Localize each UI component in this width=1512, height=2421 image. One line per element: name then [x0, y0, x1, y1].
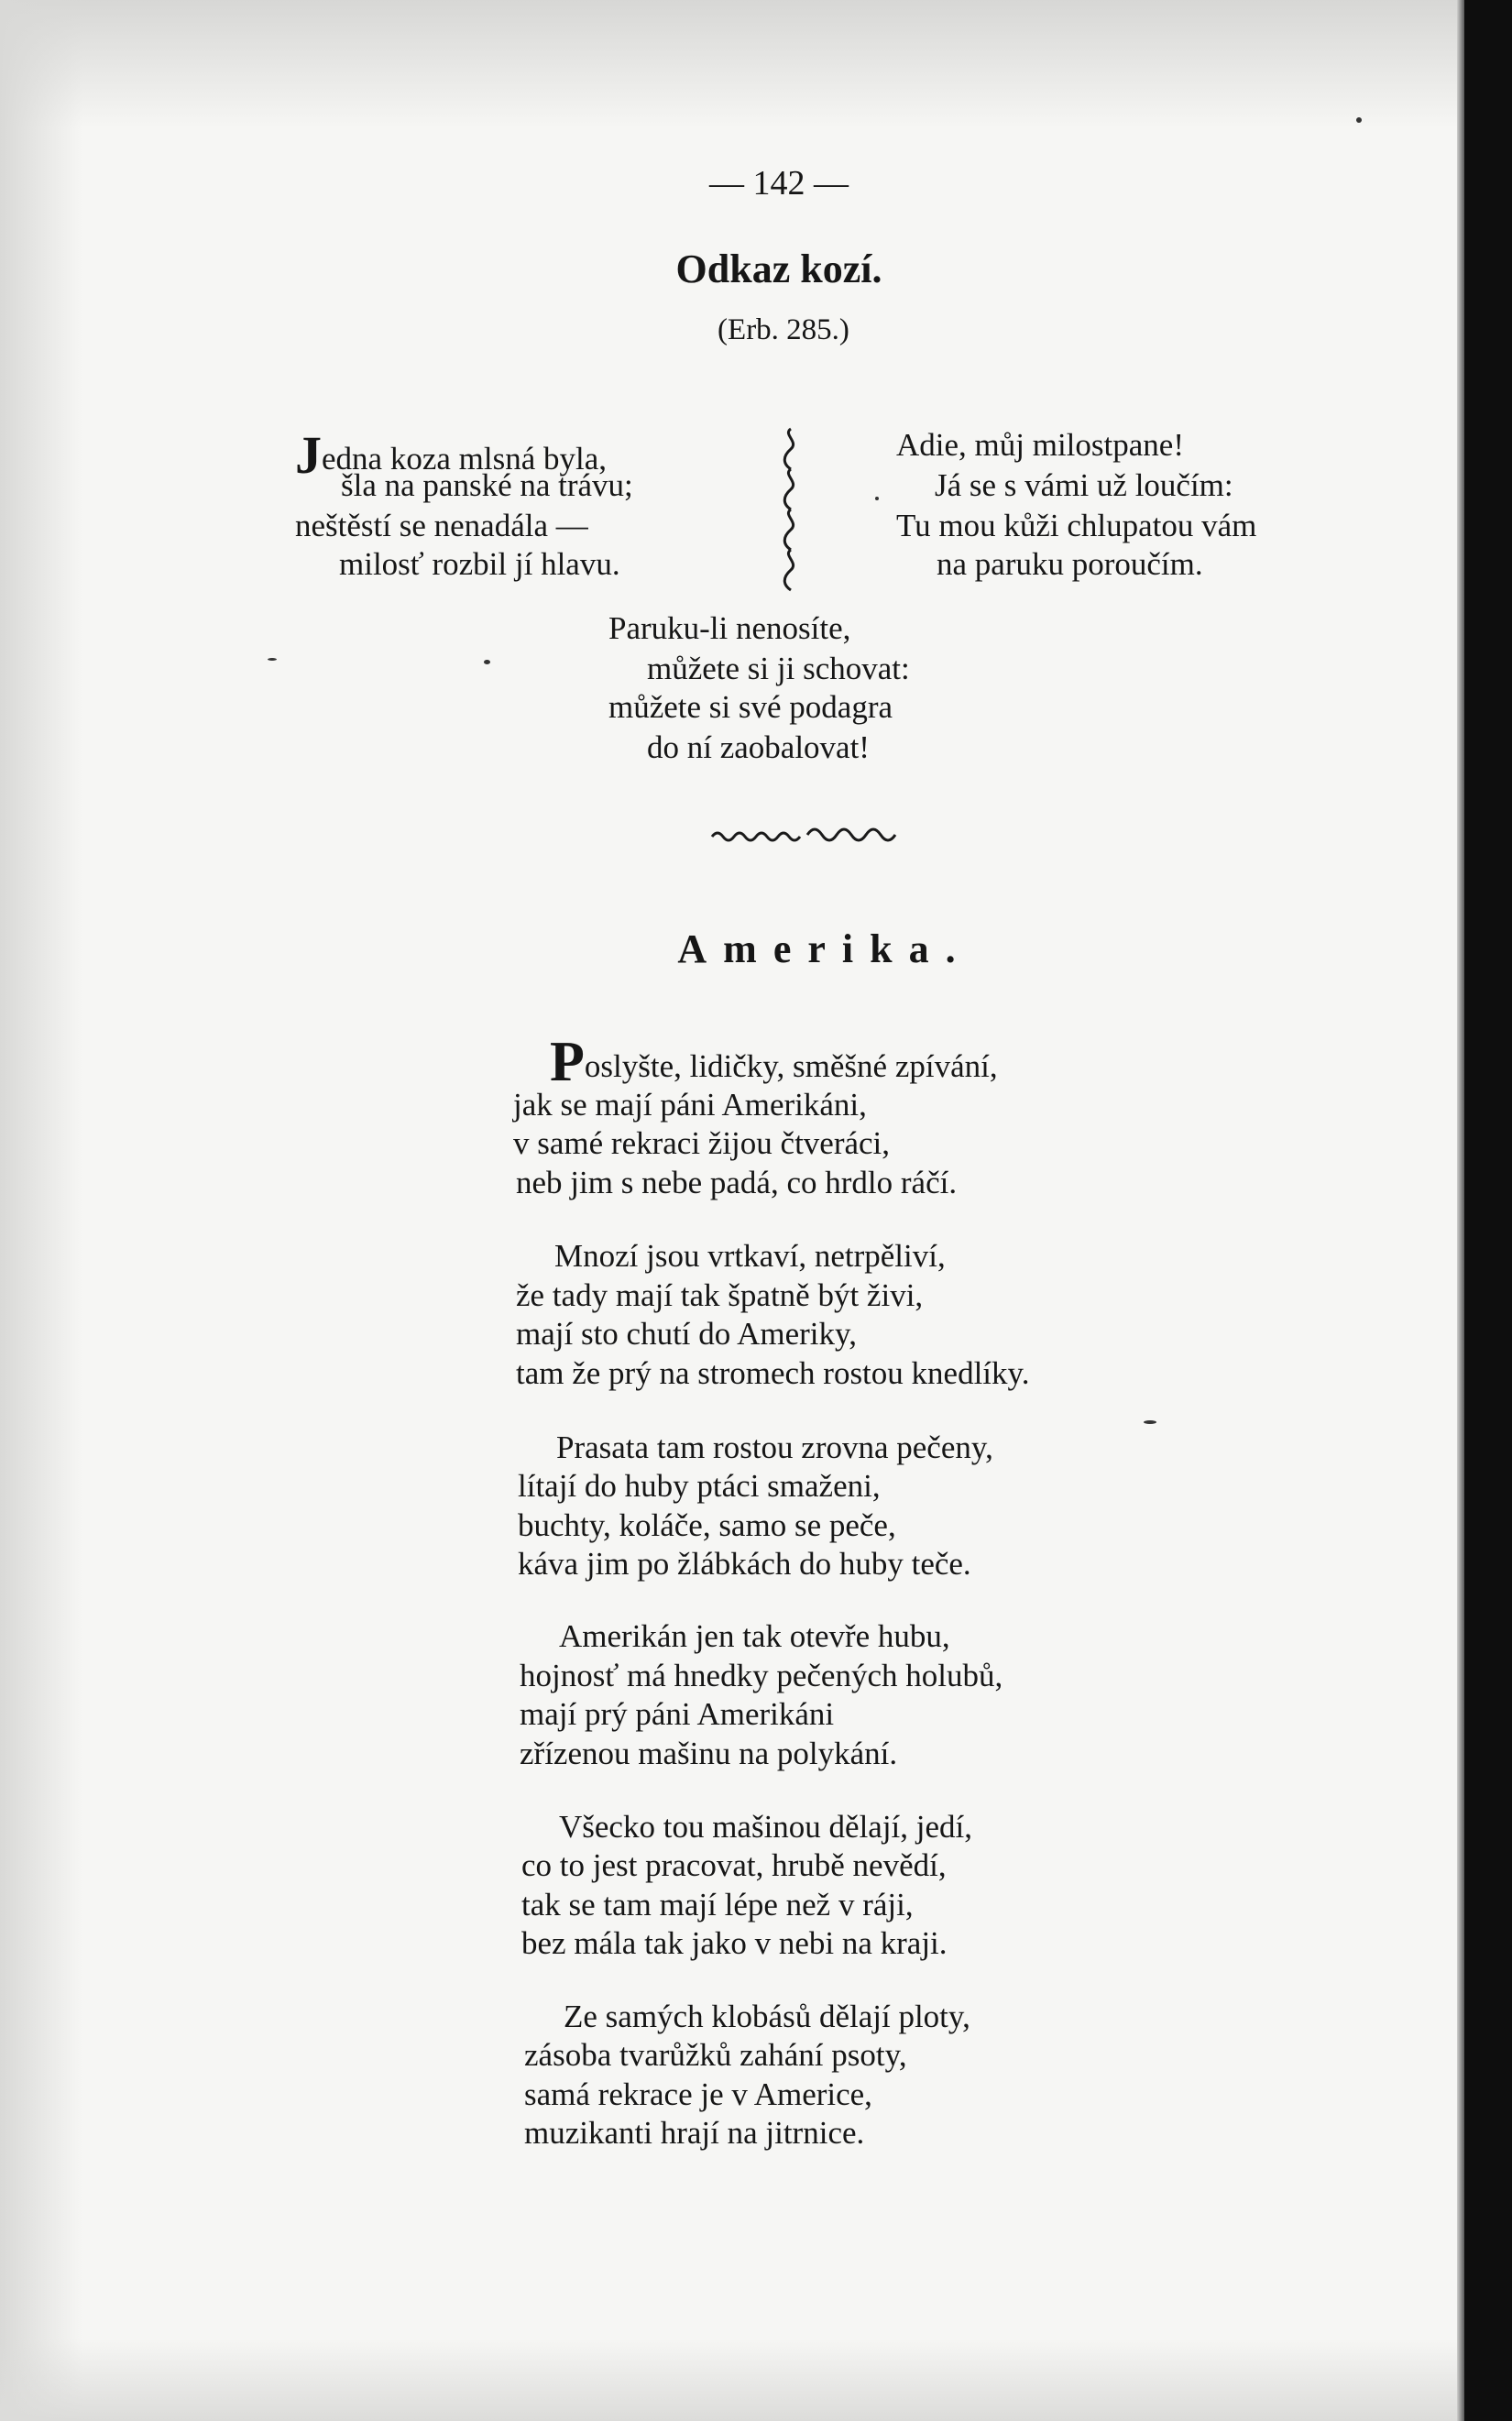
verse-line: Všecko tou mašinou dělají, jedí,	[559, 1809, 973, 1845]
verse-line: že tady mají tak špatně být živi,	[516, 1277, 924, 1313]
paper-speck	[484, 660, 490, 664]
verse-line: neb jim s nebe padá, co hrdlo ráčí.	[516, 1165, 958, 1200]
paper-speck	[1144, 1420, 1156, 1424]
verse-line: buchty, koláče, samo se peče,	[518, 1507, 896, 1543]
verse-line: Prasata tam rostou zrovna pečeny,	[556, 1430, 993, 1465]
drop-cap: J	[295, 425, 322, 485]
verse-line: mají prý páni Amerikáni	[520, 1696, 835, 1732]
verse-line: muzikanti hrají na jitrnice.	[524, 2115, 865, 2151]
poem-title-odkaz: Odkaz kozí.	[675, 246, 882, 291]
verse-line: Ze samých klobásů dělají ploty,	[564, 1999, 970, 2034]
verse-line: káva jim po žlábkách do huby teče.	[518, 1546, 971, 1582]
verse-line: hojnosť má hnedky pečených holubů,	[520, 1658, 1003, 1693]
page-number: — 142 —	[709, 164, 849, 203]
drop-cap: P	[550, 1031, 585, 1093]
verse-line: Já se s vámi už loučím:	[935, 467, 1233, 503]
brace-icon	[777, 422, 805, 596]
verse-line: do ní zaobalovat!	[647, 729, 870, 765]
verse-line: mají sto chutí do Ameriky,	[516, 1316, 857, 1352]
verse-line: v samé rekraci žijou čtveráci,	[513, 1125, 891, 1161]
paper-speck	[1356, 117, 1362, 123]
verse-line: co to jest pracovat, hrubě nevědí,	[521, 1847, 947, 1883]
verse-line: zřízenou mašinu na polykání.	[520, 1736, 898, 1771]
verse-line: šla na panské na trávu;	[341, 467, 633, 503]
poem-title-amerika: Amerika.	[677, 926, 972, 971]
page-shadow-left	[0, 0, 82, 2421]
page-shadow-top	[0, 0, 1512, 128]
poem-source-note: (Erb. 285.)	[718, 313, 849, 346]
verse-line: bez mála tak jako v nebi na kraji.	[521, 1925, 948, 1961]
verse-line: na paruku poroučím.	[937, 546, 1203, 582]
verse-line: jak se mají páni Amerikáni,	[513, 1087, 867, 1123]
verse-line: Amerikán jen tak otevře hubu,	[559, 1618, 950, 1654]
verse-line: lítají do huby ptáci smaženi,	[518, 1468, 881, 1504]
verse-line: tam že prý na stromech rostou knedlíky.	[516, 1355, 1030, 1391]
verse-line: Tu mou kůži chlupatou vám	[896, 508, 1257, 543]
verse-line: Adie, můj milostpane!	[896, 427, 1184, 463]
verse-line: Jedna koza mlsná byla,	[295, 425, 608, 485]
verse-line: můžete si ji schovat:	[647, 651, 910, 686]
page-shadow-bottom	[0, 2339, 1512, 2421]
verse-line: Mnozí jsou vrtkaví, netrpěliví,	[554, 1238, 946, 1274]
paper-speck	[268, 658, 277, 661]
verse-line: milosť rozbil jí hlavu.	[339, 546, 620, 582]
wavy-ornament-icon	[710, 820, 907, 848]
verse-line: zásoba tvarůžků zahání psoty,	[524, 2037, 907, 2073]
verse-line: neštěstí se nenadála —	[295, 508, 588, 543]
verse-line: tak se tam mají lépe než v ráji,	[521, 1887, 914, 1923]
page-edge-line	[1457, 0, 1464, 2421]
binding-edge	[1464, 0, 1512, 2421]
verse-line: Poslyšte, lidičky, směšné zpívání,	[550, 1031, 998, 1093]
verse-line: můžete si své podagra	[608, 689, 893, 725]
verse-line: Paruku-li nenosíte,	[608, 610, 851, 646]
paper-speck	[875, 497, 879, 500]
verse-line: samá rekrace je v Americe,	[524, 2076, 872, 2112]
